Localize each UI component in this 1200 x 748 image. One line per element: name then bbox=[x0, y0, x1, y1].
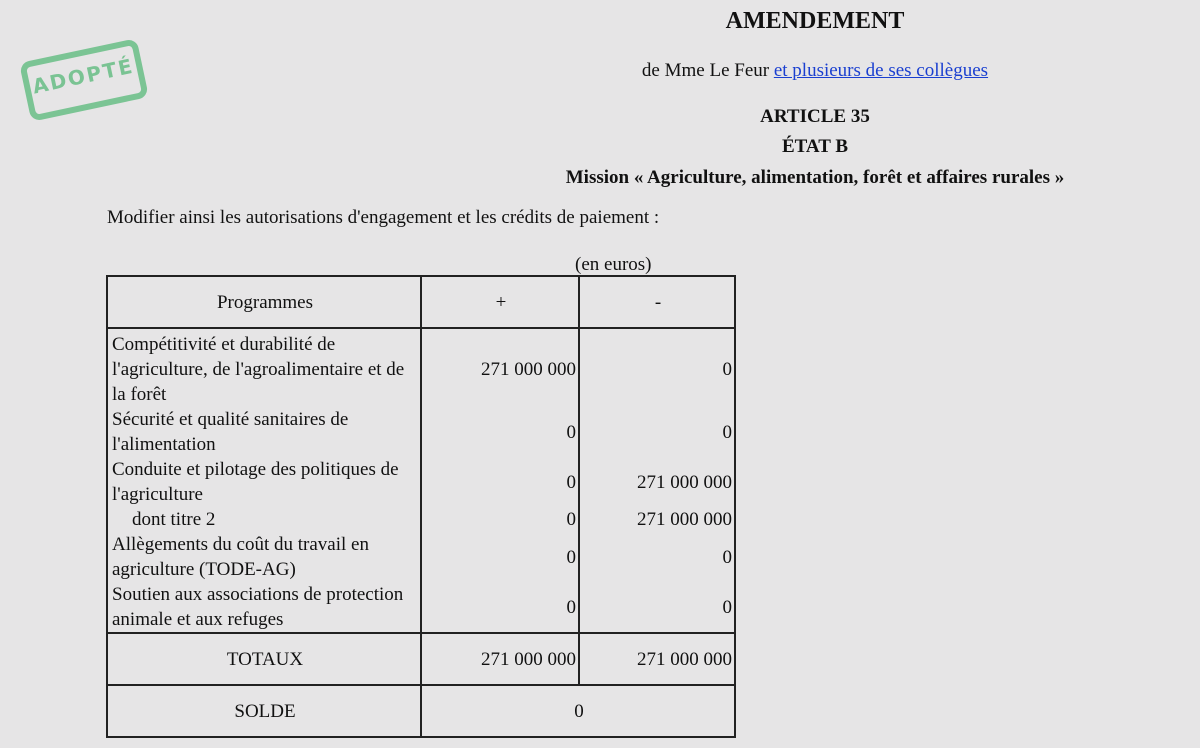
row-plus: 0 bbox=[421, 532, 579, 582]
credits-table bbox=[106, 275, 736, 738]
row-minus: 0 bbox=[579, 582, 735, 633]
row-minus: 0 bbox=[579, 532, 735, 582]
header-plus: + bbox=[421, 276, 579, 328]
row-label: Sécurité et qualité sanitaires de l'alimentation bbox=[107, 407, 421, 457]
table-row bbox=[107, 582, 735, 633]
intro-text: Modifier ainsi les autorisations d'engagement et les crédits de paiement : bbox=[107, 207, 660, 228]
adopted-stamp bbox=[19, 38, 149, 122]
row-minus: 271 000 000 bbox=[579, 507, 735, 532]
row-minus: 0 bbox=[579, 328, 735, 407]
document-title: AMENDEMENT bbox=[725, 8, 905, 34]
header-minus: - bbox=[579, 276, 735, 328]
solde-value: 0 bbox=[421, 685, 735, 737]
row-minus: 271 000 000 bbox=[579, 457, 735, 507]
row-plus: 0 bbox=[421, 582, 579, 633]
unit-label: (en euros) bbox=[575, 254, 652, 275]
etat-heading: ÉTAT B bbox=[782, 136, 848, 157]
row-minus: 0 bbox=[579, 407, 735, 457]
table-row bbox=[107, 407, 735, 457]
table-row bbox=[107, 457, 735, 507]
solde-row bbox=[107, 685, 735, 737]
row-plus: 0 bbox=[421, 507, 579, 532]
row-plus: 0 bbox=[421, 407, 579, 457]
table-row bbox=[107, 507, 735, 532]
row-plus: 0 bbox=[421, 457, 579, 507]
totals-minus: 271 000 000 bbox=[579, 633, 735, 685]
row-label: dont titre 2 bbox=[107, 507, 421, 532]
authors-prefix: de Mme Le Feur bbox=[641, 60, 774, 81]
table-header-row bbox=[107, 276, 735, 328]
colleagues-link[interactable]: et plusieurs de ses collègues bbox=[773, 60, 989, 81]
table-row bbox=[107, 328, 735, 407]
authors-line bbox=[515, 60, 1115, 82]
row-plus: 271 000 000 bbox=[421, 328, 579, 407]
row-label: Allègements du coût du travail en agriculture (TODE-AG) bbox=[107, 532, 421, 582]
totals-label: TOTAUX bbox=[107, 633, 421, 685]
row-label: Soutien aux associations de protection animale et aux refuges bbox=[107, 582, 421, 633]
row-label: Compétitivité et durabilité de l'agriculture, de l'agroalimentaire et de la forêt bbox=[107, 328, 421, 407]
table-row bbox=[107, 532, 735, 582]
mission-heading: Mission « Agriculture, alimentation, forêt et affaires rurales » bbox=[565, 167, 1065, 188]
stamp-text: ADOPTÉ bbox=[30, 53, 137, 99]
totals-plus: 271 000 000 bbox=[421, 633, 579, 685]
totals-row bbox=[107, 633, 735, 685]
article-heading: ARTICLE 35 bbox=[760, 106, 870, 127]
row-label: Conduite et pilotage des politiques de l'agriculture bbox=[107, 457, 421, 507]
header-programmes: Programmes bbox=[107, 276, 421, 328]
solde-label: SOLDE bbox=[107, 685, 421, 737]
